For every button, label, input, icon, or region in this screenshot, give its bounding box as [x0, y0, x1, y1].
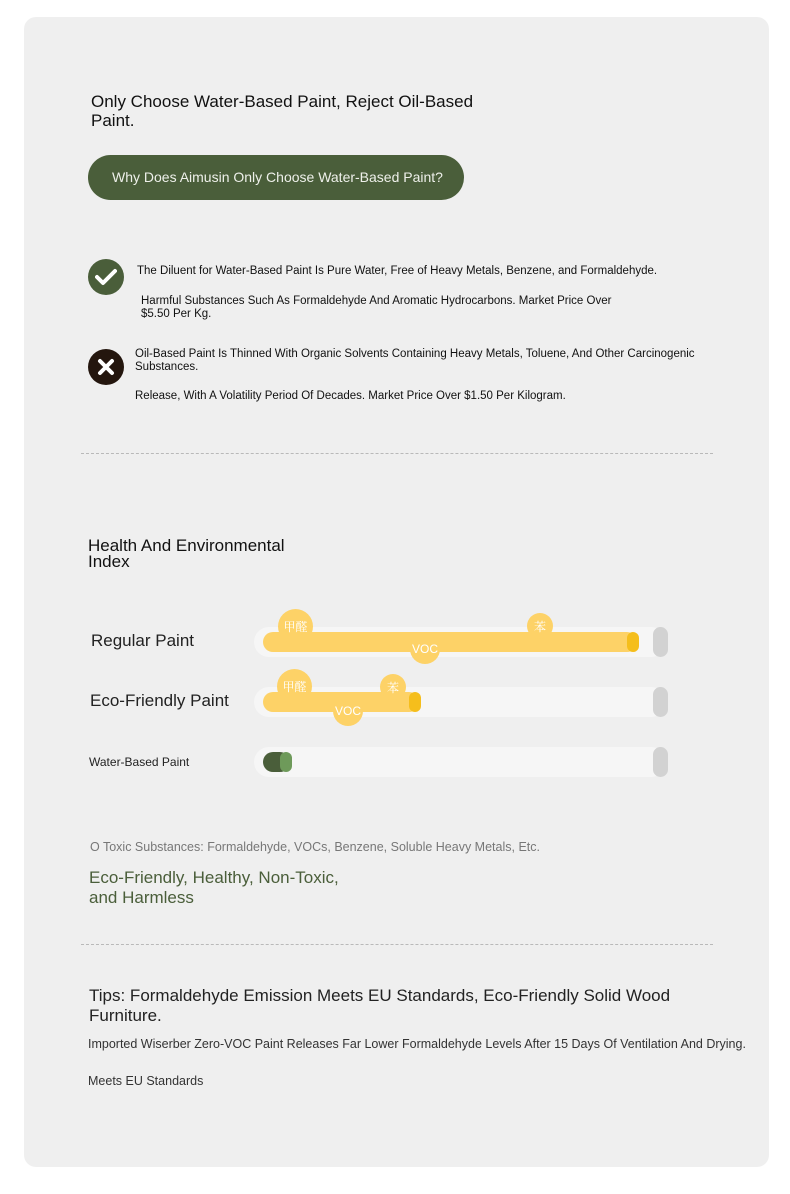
regular-paint-bar-end [627, 632, 639, 652]
section-divider [81, 453, 713, 454]
regular-paint-bar [263, 632, 637, 652]
eco-paint-label: Eco-Friendly Paint [90, 691, 229, 710]
eco-tagline: Eco-Friendly, Healthy, Non-Toxic, and Harmless [89, 868, 339, 907]
formaldehyde-bubble: 甲醛 [277, 669, 312, 704]
water-paint-label: Water-Based Paint [89, 755, 190, 769]
tips-title: Tips: Formaldehyde Emission Meets EU Standards, Eco-Friendly Solid Wood Furniture. [89, 986, 671, 1025]
benzene-bubble: 苯 [380, 674, 406, 700]
water-paint-bar-end [280, 752, 292, 772]
water-based-description: The Diluent for Water-Based Paint Is Pure Water, Free of Heavy Metals, Benzene, and Formaldehyde. [137, 265, 658, 277]
why-water-based-button[interactable]: Why Does Aimusin Only Choose Water-Based Paint? [88, 155, 464, 200]
regular-paint-label: Regular Paint [91, 631, 195, 650]
regular-paint-knob [653, 627, 668, 657]
cross-icon [88, 349, 124, 385]
check-icon [88, 259, 124, 295]
tips-description: Imported Wiserber Zero-VOC Paint Releases Far Lower Formaldehyde Levels After 15 Days Of Ventilation And Drying. [88, 1037, 746, 1051]
water-paint-track [254, 747, 666, 777]
voc-bubble: VOC [333, 696, 363, 726]
tips-eu-standards: Meets EU Standards [88, 1074, 204, 1088]
water-paint-knob [653, 747, 668, 777]
section-divider [81, 944, 713, 945]
page-title: Only Choose Water-Based Paint, Reject Oil-Based Paint. [91, 92, 474, 130]
eco-paint-bar-end [409, 692, 421, 712]
oil-based-price: Release, With A Volatility Period Of Decades. Market Price Over $1.50 Per Kilogram. [135, 390, 566, 402]
formaldehyde-bubble: 甲醛 [278, 609, 313, 644]
eco-paint-knob [653, 687, 668, 717]
benzene-bubble: 苯 [527, 613, 553, 639]
oil-based-description: Oil-Based Paint Is Thinned With Organic Solvents Containing Heavy Metals, Toluene, And Other Carcinogenic Substances. [135, 348, 695, 373]
voc-bubble: VOC [410, 634, 440, 664]
toxic-substances-note: O Toxic Substances: Formaldehyde, VOCs, Benzene, Soluble Heavy Metals, Etc. [90, 840, 540, 854]
water-based-price: Harmful Substances Such As Formaldehyde And Aromatic Hydrocarbons. Market Price Over $5.50 Per Kg. [141, 295, 612, 320]
index-title: Health And Environmental Index [88, 536, 285, 571]
